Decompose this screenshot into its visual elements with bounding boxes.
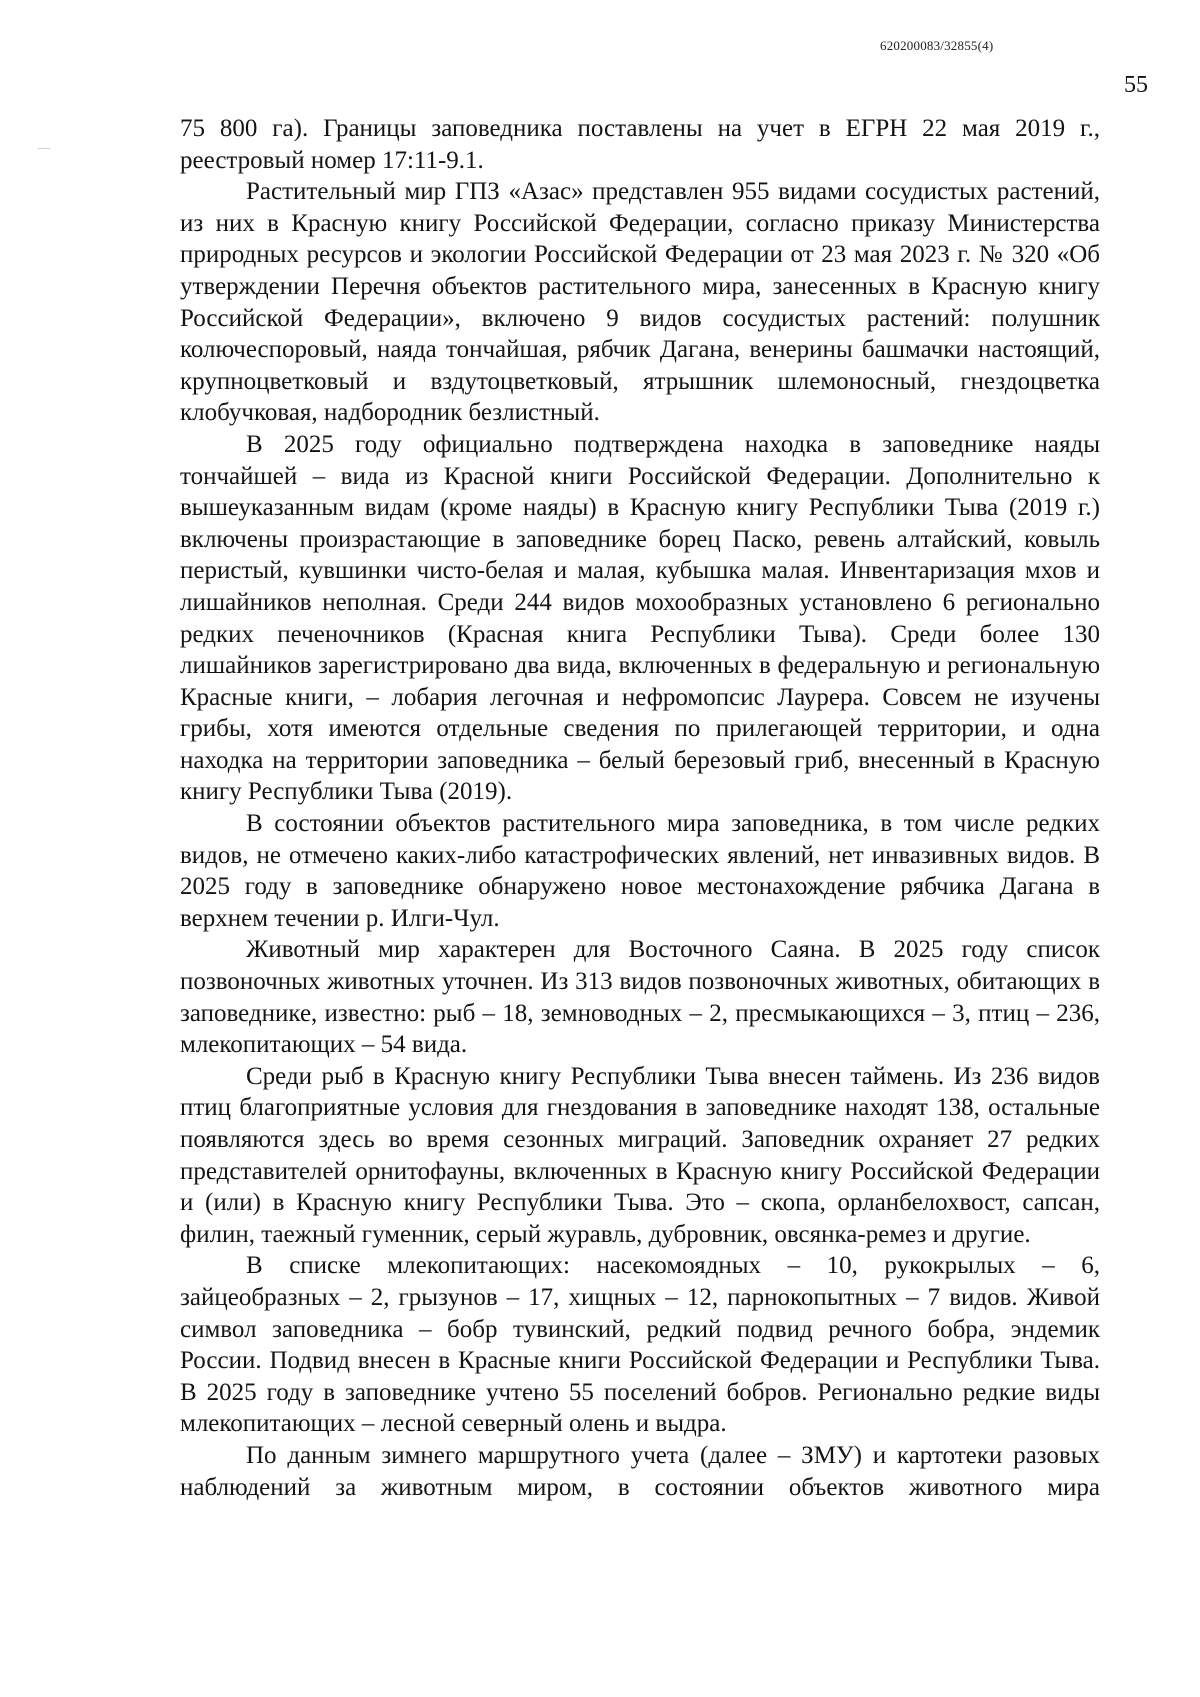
paragraph-flora-state: В состоянии объектов растительного мира заповедника, в том числе редких видов, не отмечено каких-либо катастрофических явлений, нет инвазивных видов. В 2025 году в заповеднике обнаружено новое местонахождение рябчика Дагана в верхнем течении р. Илги-Чул. bbox=[180, 810, 1100, 932]
paragraph-flora-2025: В 2025 году официально подтверждена находка в заповеднике наяды тончайшей – вида из Красной книги Российской Федерации. Дополнительно к вышеуказанным видам (кроме наяды) в Красную книгу Республики Тыва (2019 г.) включены произрастающие в заповеднике борец Паско, ревень алтайский, ковыль перистый, кувшинки чисто-белая и малая, кубышка малая. Инвентаризация мхов и лишайников неполная. Среди 244 видов мохообразных установлено 6 регионально редких печеночников (Красная книга Республики Тыва). Среди более 130 лишайников зарегистрировано два вида, включенных в федеральную и региональную Красные книги, – лобария легочная и нефромопсис Лаурера. Совсем не изучены грибы, хотя имеются отдельные сведения по прилегающей территории, и одна находка на территории заповедника – белый березовый гриб, внесенный в Красную книгу Республики Тыва (2019). bbox=[180, 430, 1100, 806]
paragraph-mammals: В списке млекопитающих: насекомоядных – 10, рукокрылых – 6, зайцеобразных – 2, грызунов – 17, хищных – 12, парнокопытных – 7 видов. Живой символ заповедника – бобр тувинский, редкий подвид речного бобра, эндемик России. Подвид внесен в Красные книги Российской Федерации и Республики Тыва. В 2025 году в заповеднике учтено 55 поселений бобров. Регионально редкие виды млекопитающих – лесной северный олень и выдра. bbox=[180, 1252, 1100, 1438]
paragraph-continuation: 75 800 га). Границы заповедника поставлены на учет в ЕГРН 22 мая 2019 г., реестровый номер 17:11-9.1. bbox=[180, 115, 1100, 174]
document-id: 620200083/32855(4) bbox=[880, 38, 994, 53]
paragraph-winter-count: По данным зимнего маршрутного учета (далее – ЗМУ) и картотеки разовых наблюдений за животным миром, в состоянии объектов животного мира bbox=[180, 1441, 1100, 1501]
page-number: 55 bbox=[1124, 72, 1148, 98]
page-body bbox=[180, 113, 1100, 1503]
paragraph-fauna: Животный мир характерен для Восточного Саяна. В 2025 году список позвоночных животных уточнен. Из 313 видов позвоночных животных, обитающих в заповеднике, известно: рыб – 18, земноводных – 2, пресмыкающихся – 3, птиц – 236, млекопитающих – 54 вида. bbox=[180, 936, 1100, 1059]
scan-artifact bbox=[38, 148, 50, 149]
paragraph-flora: Растительный мир ГПЗ «Азас» представлен 955 видами сосудистых растений, из них в Красную книгу Российской Федерации, согласно приказу Министерства природных ресурсов и экологии Российской Федерации от 23 мая 2023 г. № 320 «Об утверждении Перечня объектов растительного мира, занесенных в Красную книгу Российской Федерации», включено 9 видов сосудистых растений: полушник колючеспоровый, наяда тончайшая, рябчик Дагана, венерины башмачки настоящий, крупноцветковый и вздутоцветковый, ятрышник шлемоносный, гнездоцветка клобучковая, надбородник безлистный. bbox=[180, 178, 1100, 427]
paragraph-fish-birds: Среди рыб в Красную книгу Республики Тыва внесен таймень. Из 236 видов птиц благоприятные условия для гнездования в заповеднике находят 138, остальные появляются здесь во время сезонных миграций. Заповедник охраняет 27 редких представителей орнитофауны, включенных в Красную книгу Российской Федерации и (или) в Красную книгу Республики Тыва. Это – скопа, орланбелохвост, сапсан, филин, таежный гуменник, серый журавль, дубровник, овсянка-ремез и другие. bbox=[180, 1062, 1100, 1248]
